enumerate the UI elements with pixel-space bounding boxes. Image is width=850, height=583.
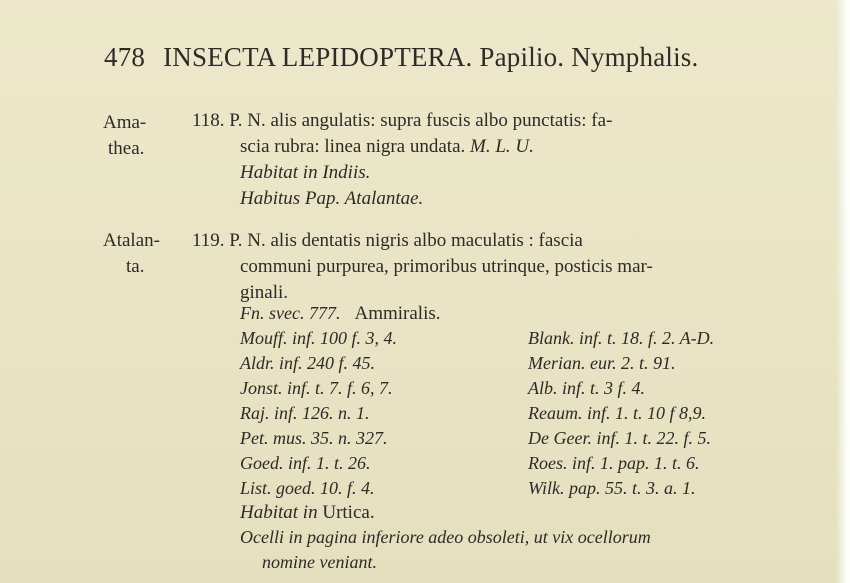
entry-118-line-2: [240, 136, 534, 158]
entry-119-line-3: ginali.: [240, 282, 289, 303]
ref-left-3: Jonst. inf. t. 7. f. 6, 7.: [240, 378, 393, 398]
entry-119-side-name-line1: Atalan-: [103, 230, 160, 251]
entry-119-line-1: 119. P. N. alis dentatis nigris albo maculatis : fascia: [192, 230, 583, 251]
fauna-svecica-ref: Fn. svec. 777.: [240, 303, 341, 323]
page-number: 478: [104, 42, 146, 72]
ref-left-6: Goed. inf. 1. t. 26.: [240, 453, 371, 473]
ref-right-2: Merian. eur. 2. t. 91.: [528, 353, 676, 373]
page-edge: [836, 0, 850, 583]
ref-right-4: Reaum. inf. 1. t. 10 f 8,9.: [528, 403, 706, 423]
entry-118-habitus: Habitus Pap. Atalantae.: [240, 188, 424, 209]
common-name: Ammiralis.: [354, 303, 441, 324]
entry-119-note-line-2: nomine veniant.: [262, 552, 377, 572]
entry-118-line-2-text: scia rubra: linea nigra undata.: [240, 136, 466, 157]
ref-right-6: Roes. inf. 1. pap. 1. t. 6.: [528, 453, 700, 473]
ref-right-1: Blank. inf. t. 18. f. 2. A-D.: [528, 328, 715, 348]
fauna-svecica-line: [240, 303, 441, 325]
entry-118-refs: M. L. U.: [470, 136, 534, 157]
entry-119-habitat: [240, 502, 375, 524]
entry-118-side-name-line2: thea.: [108, 138, 145, 159]
entry-119-side-name-line2: ta.: [126, 256, 145, 277]
ref-right-3: Alb. inf. t. 3 f. 4.: [528, 378, 645, 398]
entry-118-line-1: 118. P. N. alis angulatis: supra fuscis albo punctatis: fa-: [192, 110, 613, 131]
ref-left-2: Aldr. inf. 240 f. 45.: [240, 353, 376, 373]
ref-right-7: Wilk. pap. 55. t. 3. a. 1.: [528, 478, 696, 498]
entry-119-habitat-label: Habitat in: [240, 502, 318, 523]
entry-119-line-2: communi purpurea, primoribus utrinque, posticis mar-: [240, 256, 653, 277]
ref-right-5: De Geer. inf. 1. t. 22. f. 5.: [528, 428, 711, 448]
header-title: INSECTA LEPIDOPTERA. Papilio. Nymphalis.: [163, 42, 699, 72]
ref-left-7: List. goed. 10. f. 4.: [240, 478, 375, 498]
entry-119-habitat-place: Urtica.: [322, 502, 375, 523]
entry-119-note-line-1: Ocelli in pagina inferiore adeo obsoleti, ut vix ocellorum: [240, 527, 651, 547]
entry-118-side-name-line1: Ama-: [103, 112, 147, 133]
ref-left-4: Raj. inf. 126. n. 1.: [240, 403, 370, 423]
running-header: [104, 42, 698, 73]
ref-left-5: Pet. mus. 35. n. 327.: [240, 428, 388, 448]
entry-118-habitat: Habitat in Indiis.: [240, 162, 371, 183]
ref-left-1: Mouff. inf. 100 f. 3, 4.: [240, 328, 397, 348]
